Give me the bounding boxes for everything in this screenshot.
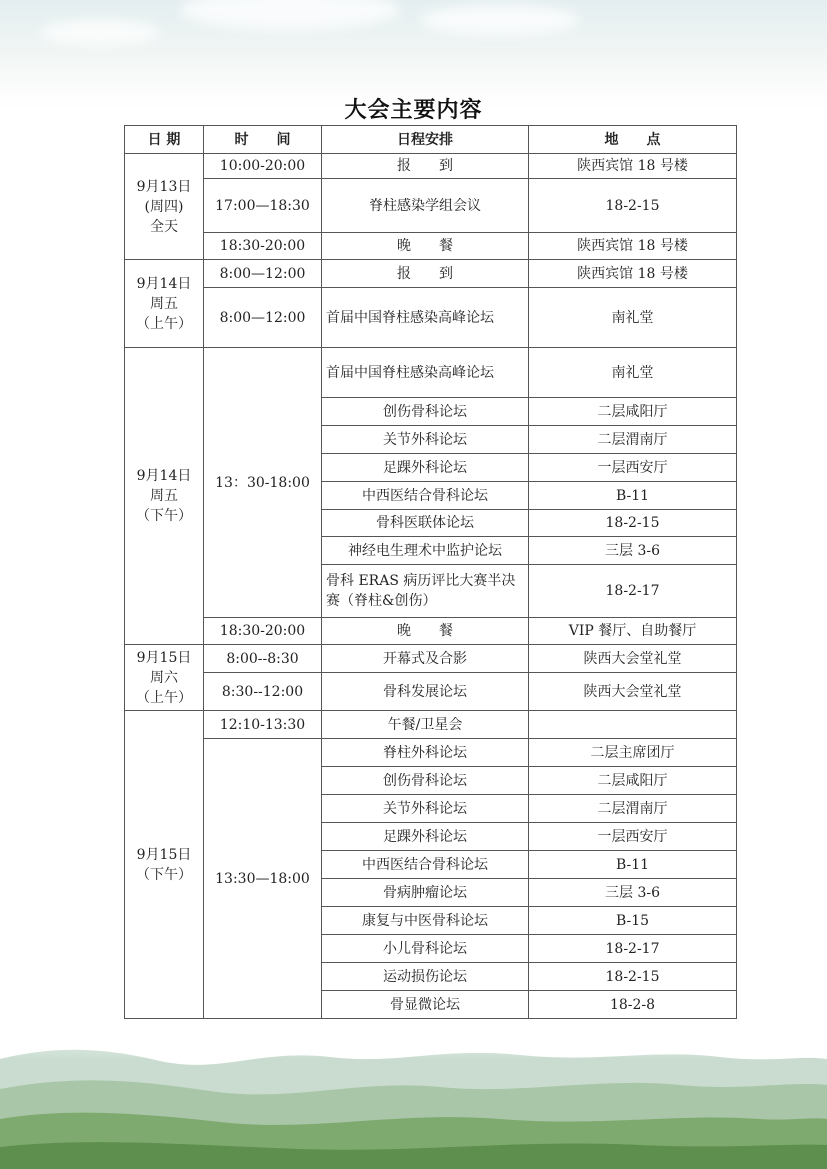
location-cell: B-15 [529,907,737,935]
agenda-cell: 运动损伤论坛 [322,963,529,991]
date-line: 9月13日 [136,178,192,195]
location-cell: 二层渭南厅 [529,426,737,454]
date-line: 9月14日 [136,275,192,292]
agenda-cell: 骨科医联体论坛 [322,510,529,537]
table-row [125,179,737,233]
agenda-cell: 首届中国脊柱感染高峰论坛 [322,288,529,348]
agenda-cell: 晚 餐 [322,618,529,645]
agenda-cell: 脊柱感染学组会议 [322,179,529,233]
page-title: 大会主要内容 [344,97,483,123]
table-row [125,260,737,288]
table-row [125,739,737,767]
date-line: 9月15日 [136,846,192,863]
location-cell: 18-2-15 [529,510,737,537]
date-cell [125,645,204,711]
time-cell: 13:30—18:00 [204,739,322,1019]
date-line: (周四) [144,198,184,215]
location-cell: 一层西安厅 [529,454,737,482]
agenda-cell: 足踝外科论坛 [322,454,529,482]
location-cell: 一层西安厅 [529,823,737,851]
location-cell: 二层咸阳厅 [529,767,737,795]
time-cell: 18:30-20:00 [204,618,322,645]
date-line: （上午） [136,689,192,706]
agenda-cell: 首届中国脊柱感染高峰论坛 [322,348,529,398]
agenda-cell: 开幕式及合影 [322,645,529,673]
agenda-cell: 足踝外科论坛 [322,823,529,851]
time-cell: 8:30--12:00 [204,673,322,711]
schedule-table [124,125,737,1019]
agenda-cell: 中西医结合骨科论坛 [322,851,529,879]
date-cell [125,154,204,260]
table-row [125,673,737,711]
location-cell [529,711,737,739]
date-cell [125,348,204,645]
time-cell: 13：30-18:00 [204,348,322,618]
agenda-cell: 关节外科论坛 [322,795,529,823]
header-date: 日 期 [125,126,204,154]
agenda-cell: 创伤骨科论坛 [322,398,529,426]
agenda-cell: 创伤骨科论坛 [322,767,529,795]
location-cell: 陕西宾馆 18 号楼 [529,260,737,288]
date-line: 9月14日 [136,468,192,484]
header-location: 地 点 [529,126,737,154]
agenda-cell: 骨科发展论坛 [322,673,529,711]
agenda-cell: 午餐/卫星会 [322,711,529,739]
agenda-cell: 中西医结合骨科论坛 [322,482,529,510]
location-cell: 陕西大会堂礼堂 [529,645,737,673]
cloud [420,5,580,35]
agenda-cell: 骨病肿瘤论坛 [322,879,529,907]
location-cell: VIP 餐厅、自助餐厅 [529,618,737,645]
mountain-landscape-decoration [0,1019,827,1169]
date-line: 周五 [150,488,178,504]
agenda-cell: 康复与中医骨科论坛 [322,907,529,935]
cloud [40,20,160,46]
table-row [125,288,737,348]
agenda-cell: 神经电生理术中监护论坛 [322,537,529,565]
date-cell [125,711,204,1019]
location-cell: 三层 3-6 [529,879,737,907]
cloud [180,0,400,30]
date-line: （上午） [136,315,192,332]
agenda-cell: 报 到 [322,154,529,179]
time-cell: 18:30-20:00 [204,233,322,260]
time-cell: 8:00--8:30 [204,645,322,673]
table-header-row [125,126,737,154]
time-cell: 17:00—18:30 [204,179,322,233]
location-cell: 二层渭南厅 [529,795,737,823]
agenda-cell: 骨科 ERAS 病历评比大赛半决赛（脊柱&创伤） [322,565,529,618]
location-cell: 三层 3-6 [529,537,737,565]
time-cell: 12:10-13:30 [204,711,322,739]
agenda-cell: 脊柱外科论坛 [322,739,529,767]
table-row [125,618,737,645]
agenda-cell: 报 到 [322,260,529,288]
location-cell: B-11 [529,482,737,510]
location-cell: 18-2-15 [529,179,737,233]
location-cell: 南礼堂 [529,348,737,398]
agenda-cell: 小儿骨科论坛 [322,935,529,963]
location-cell: 18-2-17 [529,565,737,618]
date-line: （下午） [136,866,192,883]
location-cell: 陕西宾馆 18 号楼 [529,154,737,179]
table-row [125,154,737,179]
location-cell: 二层咸阳厅 [529,398,737,426]
location-cell: 南礼堂 [529,288,737,348]
location-cell: 18-2-8 [529,991,737,1019]
date-line: 周六 [150,669,178,686]
agenda-cell: 晚 餐 [322,233,529,260]
table-row [125,711,737,739]
location-cell: 陕西大会堂礼堂 [529,673,737,711]
location-cell: B-11 [529,851,737,879]
table-row [125,645,737,673]
time-cell: 8:00—12:00 [204,288,322,348]
header-agenda: 日程安排 [322,126,529,154]
location-cell: 18-2-17 [529,935,737,963]
agenda-cell: 关节外科论坛 [322,426,529,454]
date-cell [125,260,204,348]
header-time: 时 间 [204,126,322,154]
time-cell: 8:00—12:00 [204,260,322,288]
table-row [125,233,737,260]
date-line: 周五 [150,295,178,312]
date-line: （下午） [136,508,192,524]
location-cell: 18-2-15 [529,963,737,991]
location-cell: 陕西宾馆 18 号楼 [529,233,737,260]
location-cell: 二层主席团厅 [529,739,737,767]
date-line: 全天 [150,218,178,235]
date-line: 9月15日 [136,649,192,666]
agenda-cell: 骨显微论坛 [322,991,529,1019]
time-cell: 10:00-20:00 [204,154,322,179]
table-row [125,348,737,398]
